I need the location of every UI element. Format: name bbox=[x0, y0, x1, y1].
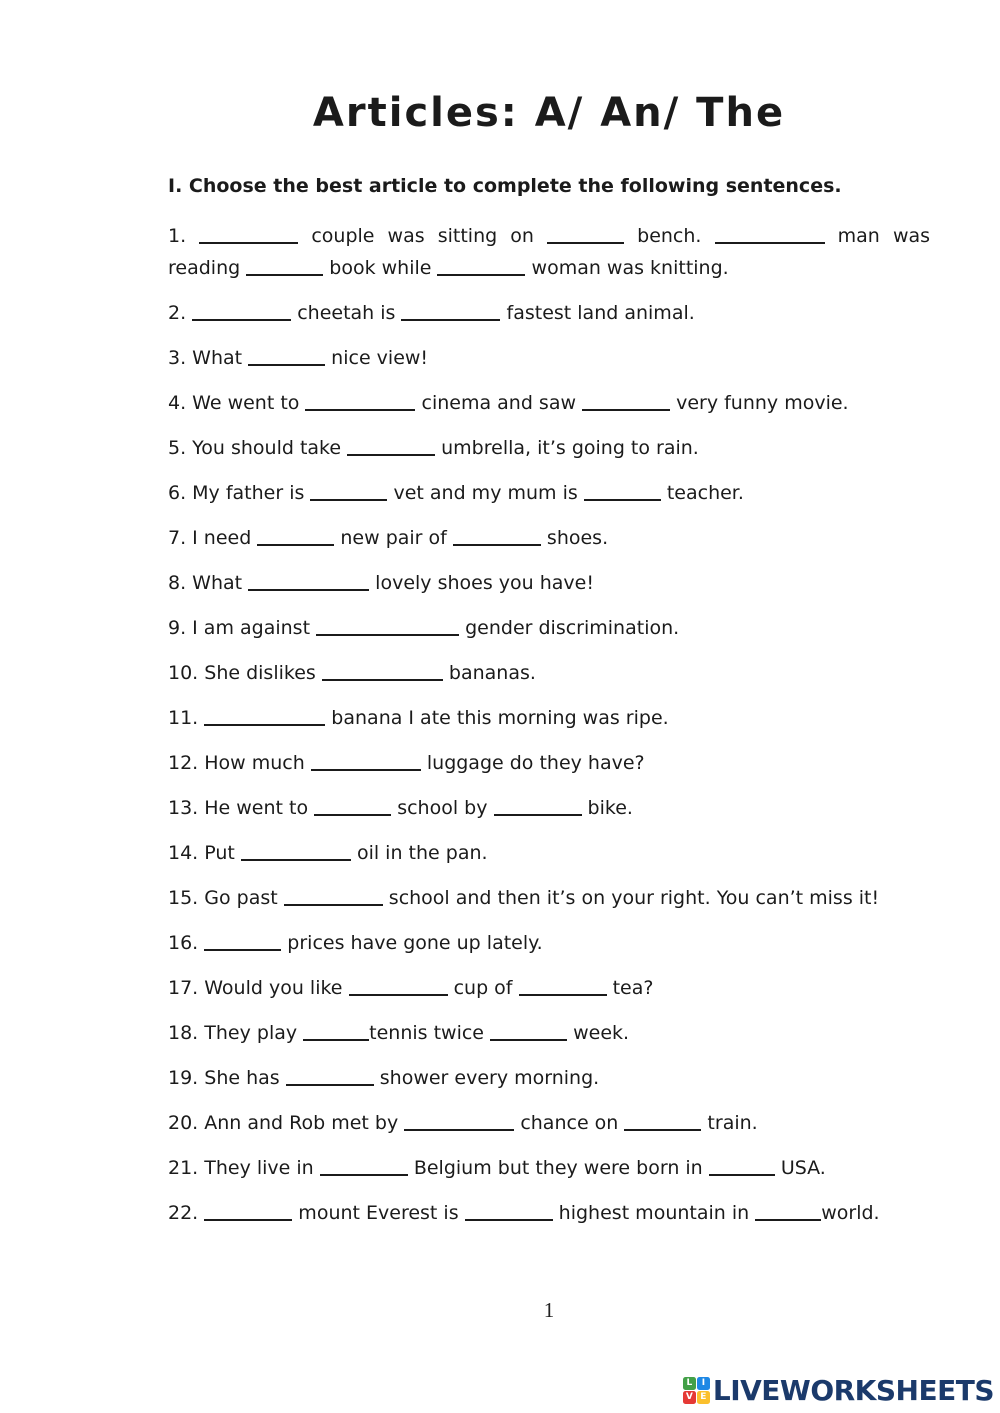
answer-blank[interactable] bbox=[320, 1171, 408, 1176]
answer-blank[interactable] bbox=[286, 1081, 374, 1086]
exercise-item bbox=[168, 297, 930, 329]
exercise-item bbox=[168, 747, 930, 779]
answer-blank[interactable] bbox=[453, 541, 541, 546]
sentence-line: 15. Go past school and then it’s on your right. You can’t miss it! bbox=[168, 887, 880, 909]
sentence-line: 2. cheetah is fastest land animal. bbox=[168, 302, 695, 324]
page-number: 1 bbox=[543, 1298, 555, 1322]
answer-blank[interactable] bbox=[624, 1126, 701, 1131]
sentence-line: 21. They live in Belgium but they were born in USA. bbox=[168, 1157, 826, 1179]
answer-blank[interactable] bbox=[584, 496, 661, 501]
exercise-item bbox=[168, 220, 930, 284]
answer-blank[interactable] bbox=[257, 541, 334, 546]
sentence-line: 20. Ann and Rob met by chance on train. bbox=[168, 1112, 758, 1134]
exercise-item bbox=[168, 657, 930, 689]
worksheet-title: Articles: A/ An/ The bbox=[312, 90, 786, 136]
logo-letter-square: V bbox=[683, 1391, 696, 1404]
answer-blank[interactable] bbox=[199, 239, 298, 244]
exercise-item bbox=[168, 792, 930, 824]
sentence-line: 3. What nice view! bbox=[168, 347, 429, 369]
answer-blank[interactable] bbox=[204, 721, 325, 726]
answer-blank[interactable] bbox=[204, 946, 281, 951]
answer-blank[interactable] bbox=[314, 811, 391, 816]
sentence-line: 9. I am against gender discrimination. bbox=[168, 617, 680, 639]
liveworksheets-logo[interactable] bbox=[683, 1374, 994, 1407]
answer-blank[interactable] bbox=[248, 586, 369, 591]
sentence-line: 17. Would you like cup of tea? bbox=[168, 977, 654, 999]
answer-blank[interactable] bbox=[316, 631, 459, 636]
answer-blank[interactable] bbox=[709, 1171, 775, 1176]
answer-blank[interactable] bbox=[519, 991, 607, 996]
sentence-line: 12. How much luggage do they have? bbox=[168, 752, 645, 774]
exercise-item bbox=[168, 927, 930, 959]
sentence-line: 7. I need new pair of shoes. bbox=[168, 527, 609, 549]
exercise-item bbox=[168, 702, 930, 734]
exercise-item bbox=[168, 1017, 930, 1049]
exercise-item bbox=[168, 567, 930, 599]
sentence-line: 6. My father is vet and my mum is teacher. bbox=[168, 482, 744, 504]
sentence-line: 22. mount Everest is highest mountain in world. bbox=[168, 1202, 880, 1224]
exercise-item bbox=[168, 387, 930, 419]
sentence-line: 5. You should take umbrella, it’s going to rain. bbox=[168, 437, 699, 459]
exercise-item bbox=[168, 522, 930, 554]
exercise-items bbox=[168, 220, 930, 1229]
exercise-item bbox=[168, 882, 930, 914]
sentence-line: 11. banana I ate this morning was ripe. bbox=[168, 707, 669, 729]
answer-blank[interactable] bbox=[192, 316, 291, 321]
exercise-item bbox=[168, 1062, 930, 1094]
answer-blank[interactable] bbox=[303, 1036, 369, 1041]
answer-blank[interactable] bbox=[204, 1216, 292, 1221]
answer-blank[interactable] bbox=[284, 901, 383, 906]
exercise-item bbox=[168, 1107, 930, 1139]
exercise-item bbox=[168, 342, 930, 374]
answer-blank[interactable] bbox=[246, 271, 323, 276]
sentence-line: 16. prices have gone up lately. bbox=[168, 932, 543, 954]
liveworksheets-logo-icon bbox=[683, 1377, 710, 1404]
answer-blank[interactable] bbox=[305, 406, 415, 411]
exercise-item bbox=[168, 837, 930, 869]
sentence-line: 1. couple was sitting on bench. man was bbox=[168, 225, 931, 247]
answer-blank[interactable] bbox=[437, 271, 525, 276]
answer-blank[interactable] bbox=[547, 239, 624, 244]
answer-blank[interactable] bbox=[490, 1036, 567, 1041]
exercise-item bbox=[168, 972, 930, 1004]
answer-blank[interactable] bbox=[401, 316, 500, 321]
logo-letter-square: I bbox=[697, 1377, 710, 1390]
logo-letter-square: L bbox=[683, 1377, 696, 1390]
sentence-line: 8. What lovely shoes you have! bbox=[168, 572, 594, 594]
exercise-item bbox=[168, 1197, 930, 1229]
exercise-item bbox=[168, 612, 930, 644]
answer-blank[interactable] bbox=[248, 361, 325, 366]
exercise-instruction: I. Choose the best article to complete the following sentences. bbox=[168, 175, 842, 197]
exercise-item bbox=[168, 477, 930, 509]
sentence-line: 18. They play tennis twice week. bbox=[168, 1022, 630, 1044]
sentence-line: 14. Put oil in the pan. bbox=[168, 842, 488, 864]
answer-blank[interactable] bbox=[755, 1216, 821, 1221]
answer-blank[interactable] bbox=[494, 811, 582, 816]
liveworksheets-logo-text: LIVEWORKSHEETS bbox=[712, 1374, 994, 1407]
answer-blank[interactable] bbox=[347, 451, 435, 456]
sentence-line: reading book while woman was knitting. bbox=[168, 257, 729, 279]
answer-blank[interactable] bbox=[582, 406, 670, 411]
exercise-item bbox=[168, 432, 930, 464]
answer-blank[interactable] bbox=[404, 1126, 514, 1131]
sentence-line: 10. She dislikes bananas. bbox=[168, 662, 536, 684]
answer-blank[interactable] bbox=[322, 676, 443, 681]
answer-blank[interactable] bbox=[310, 496, 387, 501]
exercise-item bbox=[168, 1152, 930, 1184]
sentence-line: 13. He went to school by bike. bbox=[168, 797, 633, 819]
sentence-line: 4. We went to cinema and saw very funny movie. bbox=[168, 392, 849, 414]
logo-letter-square: E bbox=[697, 1391, 710, 1404]
sentence-line: 19. She has shower every morning. bbox=[168, 1067, 600, 1089]
answer-blank[interactable] bbox=[465, 1216, 553, 1221]
answer-blank[interactable] bbox=[715, 239, 825, 244]
answer-blank[interactable] bbox=[311, 766, 421, 771]
worksheet-content bbox=[168, 0, 930, 1242]
answer-blank[interactable] bbox=[349, 991, 448, 996]
answer-blank[interactable] bbox=[241, 856, 351, 861]
